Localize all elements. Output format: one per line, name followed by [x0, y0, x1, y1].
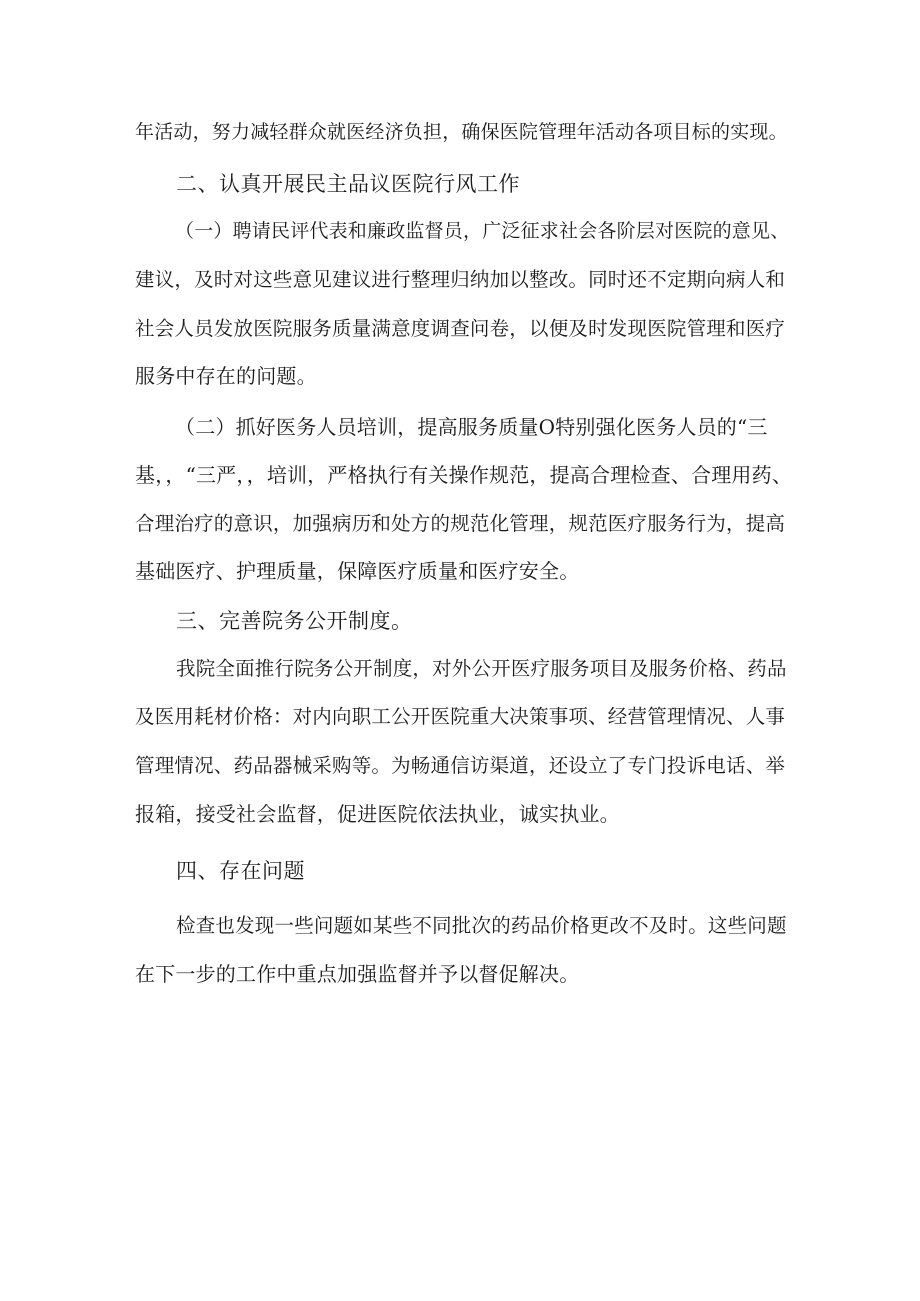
paragraph-line: 基础医疗、护理质量，保障医疗质量和医疗安全。	[135, 559, 580, 583]
paragraph-line: 合理治疗的意识，加强病历和处方的规范化管理，规范医疗服务行为，提高	[135, 512, 786, 535]
paragraph-line: （二）抓好医务人员培训，提高服务质量O特别强化医务人员的“三	[175, 415, 768, 439]
paragraph-line: 服务中存在的问题。	[135, 364, 317, 388]
section-heading: 二、认真开展民主品议医院行风工作	[176, 172, 520, 196]
paragraph-line: （一）聘请民评代表和廉政监督员，广泛征求社会各阶层对医院的意见、	[175, 220, 790, 242]
section-heading: 四、存在问题	[176, 859, 305, 883]
paragraph-line: 检查也发现一些问题如某些不同批次的药品价格更改不及时。这些问题	[176, 914, 787, 937]
paragraph-line: 管理情况、药品器械采购等。为畅通信访渠道，还设立了专门投诉电话、举	[135, 754, 786, 777]
paragraph-line: 在下一步的工作中重点加强监督并予以督促解决。	[135, 962, 580, 986]
paragraph-line: 建议，及时对这些意见建议进行整理归纳加以整改。同时还不定期向病人和	[135, 268, 786, 291]
paragraph-line: 年活动，努力减轻群众就医经济负担，确保医院管理年活动各项目标的实现。	[135, 121, 788, 143]
paragraph-line: 及医用耗材价格：对内向职工公开医院重大决策事项、经营管理情况、人事	[135, 705, 786, 728]
paragraph-line: 报箱，接受社会监督，促进医院依法执业，诚实执业。	[135, 802, 620, 826]
paragraph-line: 我院全面推行院务公开制度，对外公开医疗服务项目及服务价格、药品	[176, 657, 787, 680]
paragraph-line: 社会人员发放医院服务质量满意度调查问卷，以便及时发现医院管理和医疗	[135, 317, 786, 340]
paragraph-line: 基，，“三严，，培训，严格执行有关操作规范，提高合理检查、合理用药、	[135, 463, 793, 487]
section-heading: 三、完善院务公开制度。	[176, 609, 413, 633]
